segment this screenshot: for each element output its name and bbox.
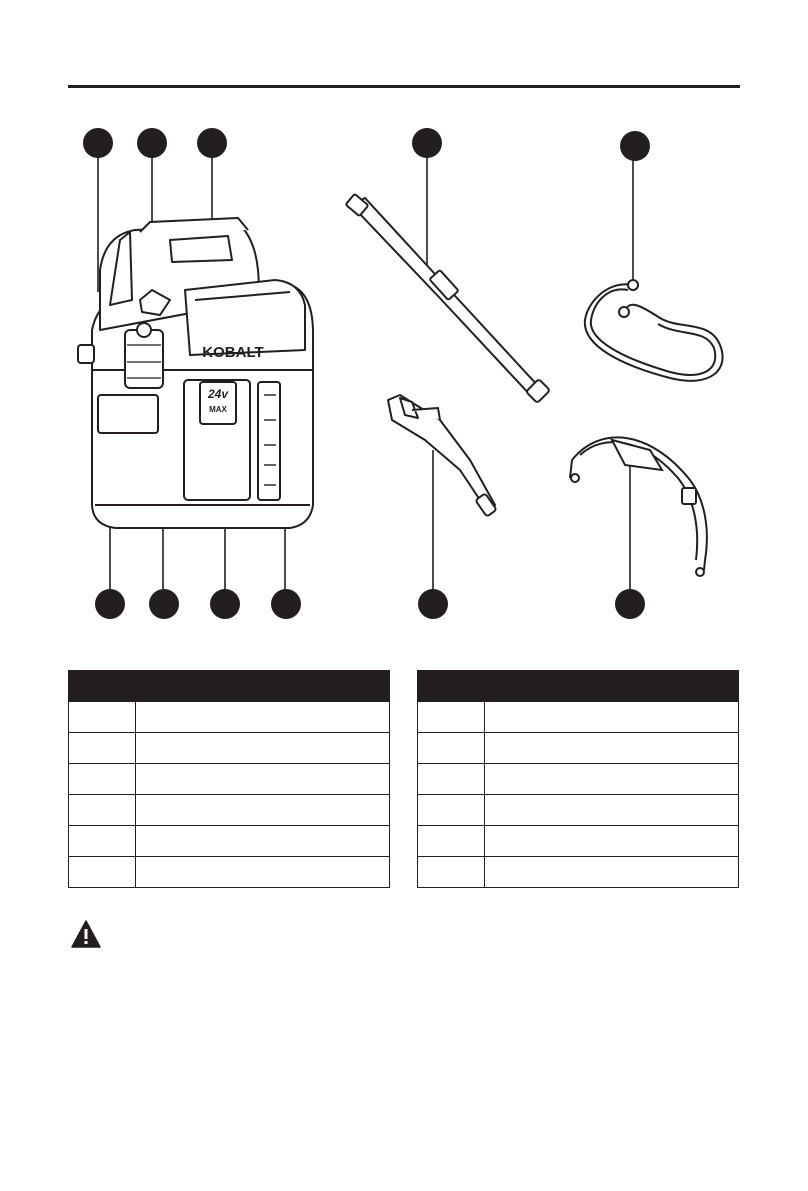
- table-row: [418, 795, 739, 826]
- max-text: MAX: [209, 405, 227, 414]
- table-cell: [136, 764, 390, 795]
- spray-handle-drawing: [388, 395, 497, 517]
- parts-table-right: [417, 670, 739, 888]
- brand-text: KOBALT: [202, 344, 264, 361]
- table-cell: [418, 702, 485, 733]
- table-cell: [485, 826, 739, 857]
- parts-table-left: [68, 670, 390, 888]
- table-row: [69, 826, 390, 857]
- table-row: [69, 733, 390, 764]
- table-row: [69, 795, 390, 826]
- callout-marker: [197, 128, 227, 158]
- table-cell: [485, 795, 739, 826]
- callout-marker: [210, 589, 240, 619]
- warning-triangle-icon: [71, 920, 101, 948]
- table-cell: [418, 733, 485, 764]
- header-cell-description: [485, 671, 739, 702]
- table-cell: [69, 702, 136, 733]
- voltage-text: 24v: [207, 387, 229, 401]
- table-cell: [136, 733, 390, 764]
- table-row: [418, 857, 739, 888]
- table-row: [69, 764, 390, 795]
- header-cell-item: [418, 671, 485, 702]
- callout-marker: [271, 589, 301, 619]
- callout-marker: [149, 589, 179, 619]
- callout-marker: [418, 589, 448, 619]
- table-cell: [69, 733, 136, 764]
- sprayer-tank-drawing: [78, 218, 313, 528]
- header-cell-item: [69, 671, 136, 702]
- table-cell: [418, 795, 485, 826]
- table-cell: [136, 826, 390, 857]
- table-row: [69, 702, 390, 733]
- table-cell: [485, 702, 739, 733]
- table-cell: [136, 857, 390, 888]
- top-rule: [68, 85, 740, 88]
- shoulder-strap-drawing: [570, 437, 707, 576]
- table-cell: [418, 857, 485, 888]
- callout-marker: [412, 128, 442, 158]
- table-cell: [418, 826, 485, 857]
- callout-marker: [620, 131, 650, 161]
- callout-marker: [615, 589, 645, 619]
- spray-wand-drawing: [346, 194, 550, 403]
- hose-drawing: [585, 280, 723, 381]
- parts-illustration: [0, 100, 808, 620]
- table-row: [418, 733, 739, 764]
- table-cell: [485, 857, 739, 888]
- table-cell: [69, 826, 136, 857]
- callout-marker: [83, 128, 113, 158]
- table-header-row: [69, 671, 390, 702]
- table-cell: [69, 795, 136, 826]
- table-row: [69, 857, 390, 888]
- table-cell: [136, 795, 390, 826]
- table-cell: [418, 764, 485, 795]
- header-cell-description: [136, 671, 390, 702]
- callout-marker: [95, 589, 125, 619]
- table-cell: [485, 764, 739, 795]
- table-row: [418, 764, 739, 795]
- table-row: [418, 826, 739, 857]
- table-header-row: [418, 671, 739, 702]
- table-cell: [69, 857, 136, 888]
- table-cell: [69, 764, 136, 795]
- table-cell: [485, 733, 739, 764]
- table-cell: [136, 702, 390, 733]
- callout-marker: [137, 128, 167, 158]
- table-row: [418, 702, 739, 733]
